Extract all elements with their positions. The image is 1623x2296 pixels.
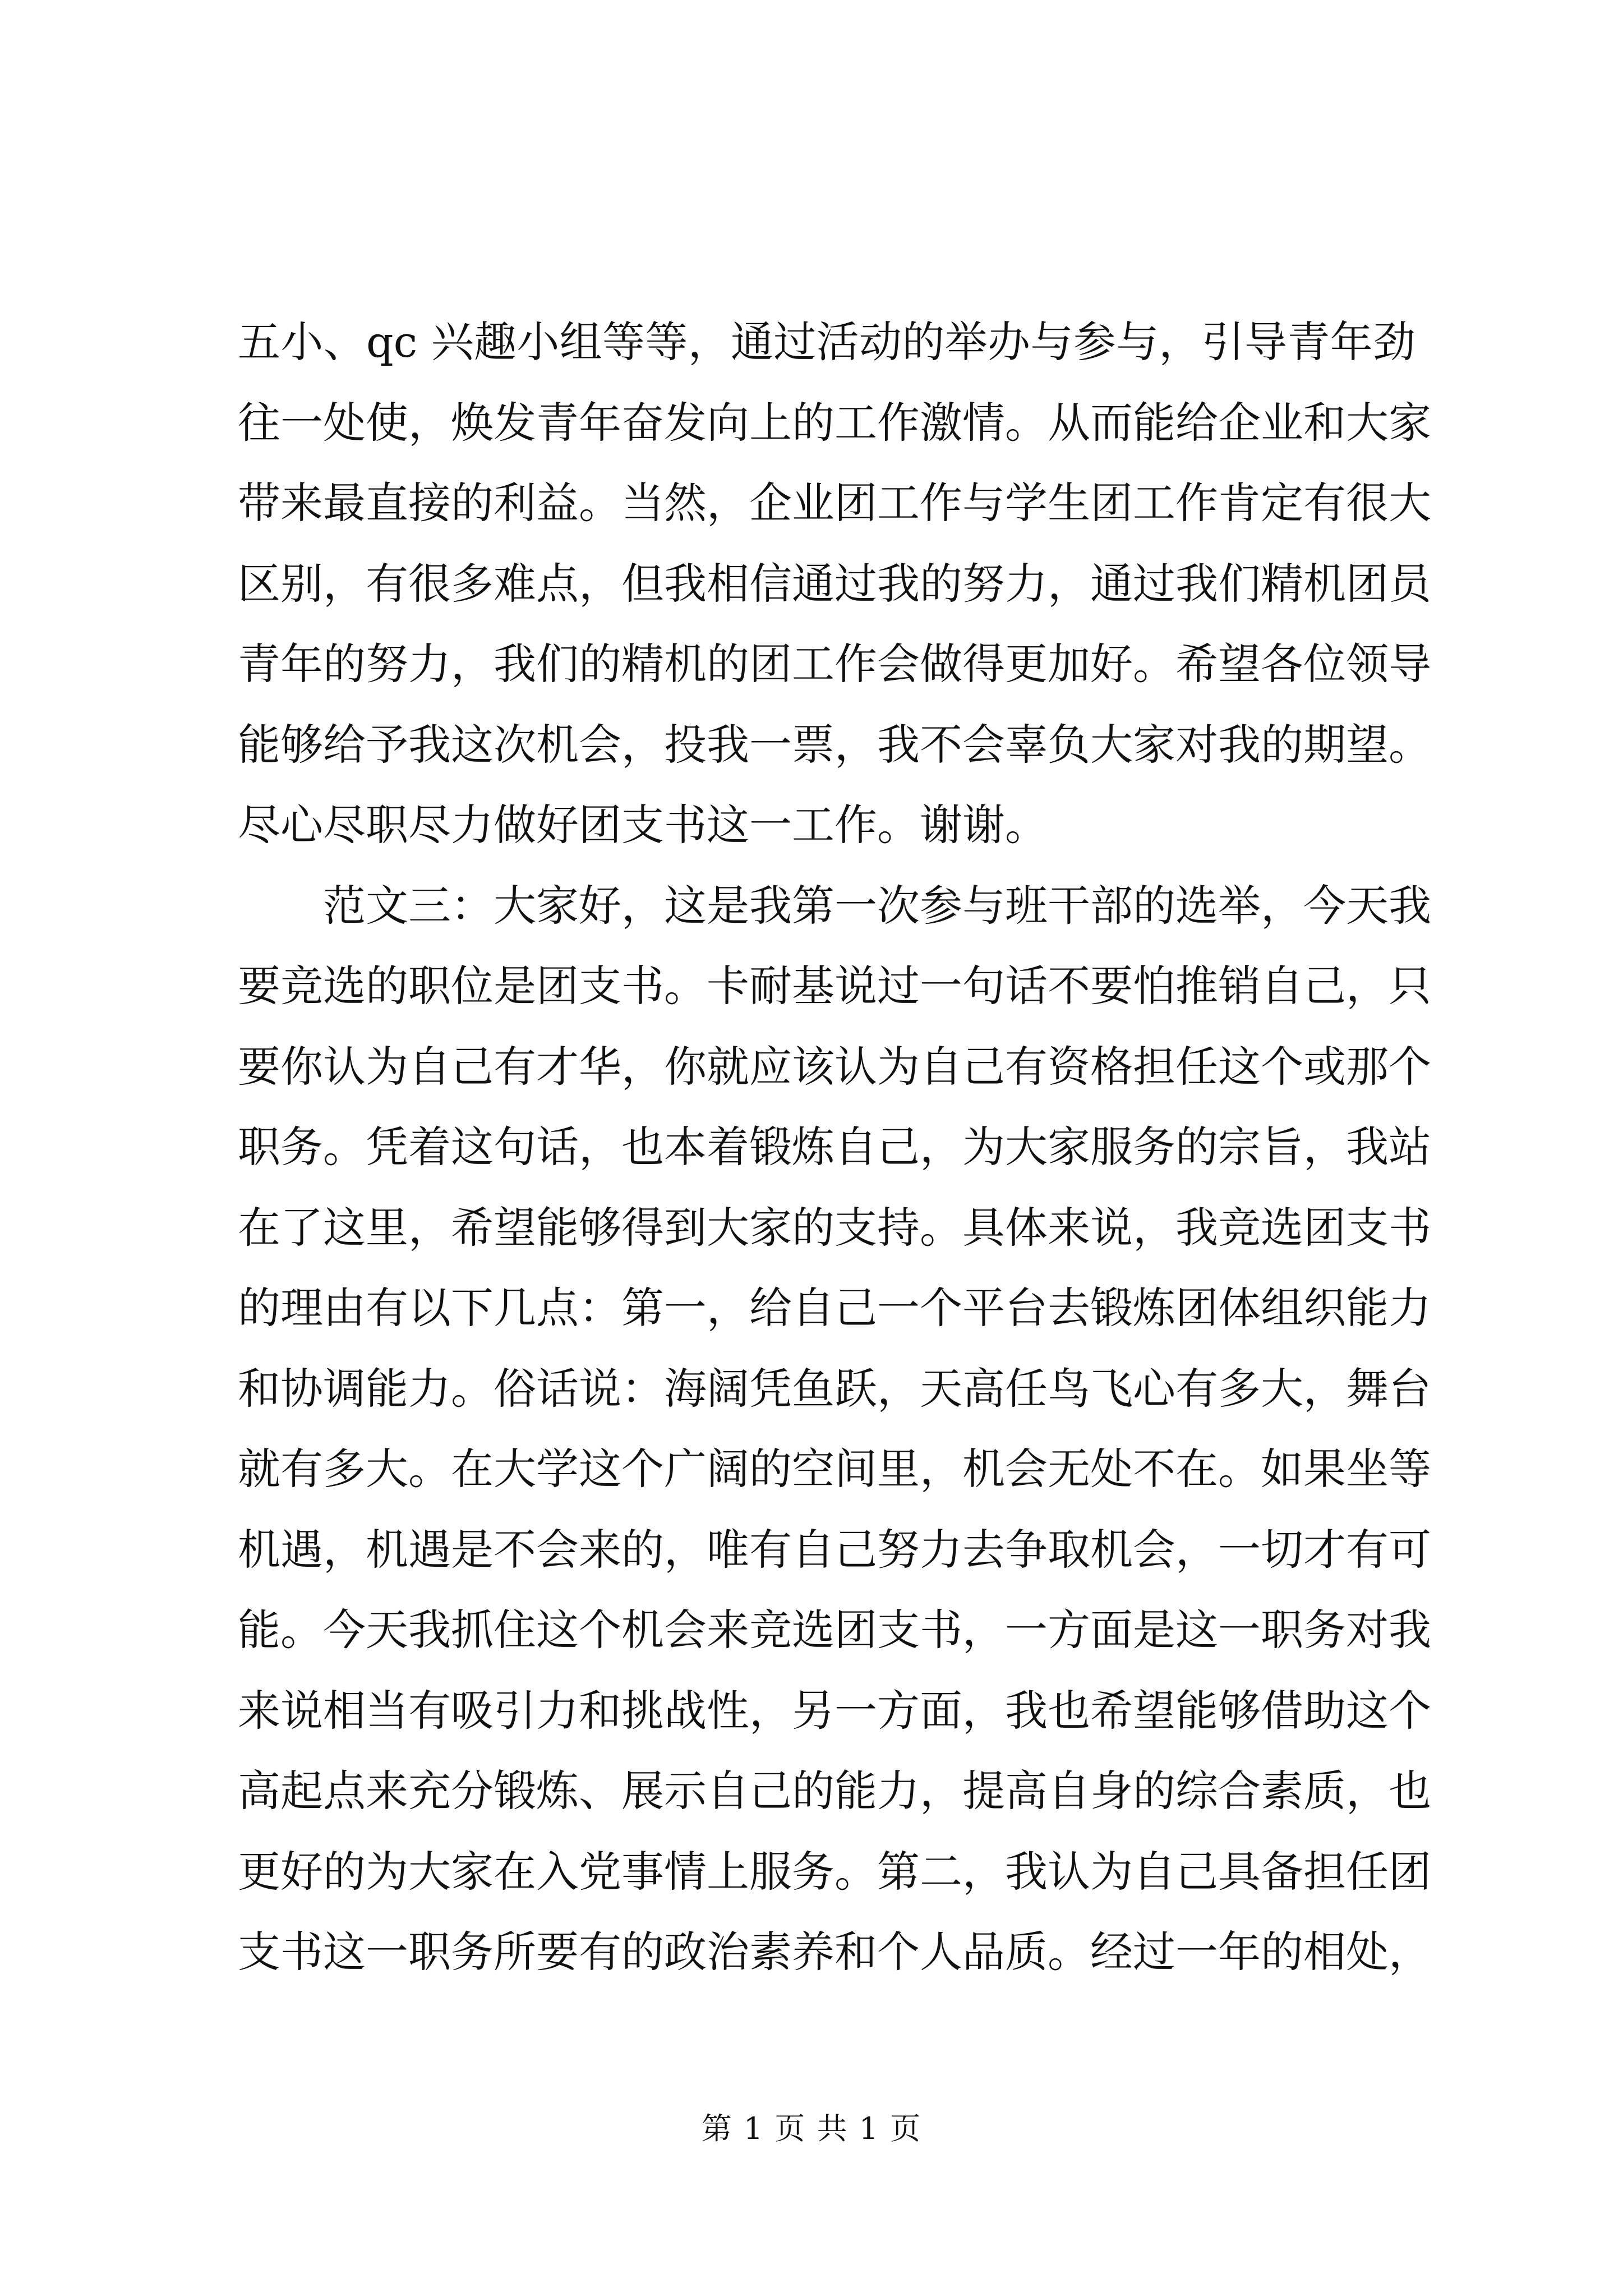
- text-line: 能。今天我抓住这个机会来竞选团支书，一方面是这一职务对我: [238, 1605, 1431, 1655]
- page-number-footer: 第 1 页 共 1 页: [701, 2111, 922, 2146]
- text-line: 和协调能力。俗话说：海阔凭鱼跃，天高任鸟飞心有多大，舞台: [238, 1363, 1431, 1414]
- text-line: 的理由有以下几点：第一，给自己一个平台去锻炼团体组织能力: [238, 1283, 1431, 1333]
- text-line: 来说相当有吸引力和挑战性，另一方面，我也希望能够借助这个: [238, 1685, 1431, 1736]
- text-line: 要竞选的职位是团支书。卡耐基说过一句话不要怕推销自己，只: [238, 961, 1431, 1011]
- document-body: [238, 302, 1431, 1993]
- text-line: 在了这里，希望能够得到大家的支持。具体来说，我竞选团支书: [238, 1202, 1431, 1253]
- text-line: 区别，有很多难点，但我相信通过我的努力，通过我们精机团员: [238, 558, 1431, 609]
- text-line: 青年的努力，我们的精机的团工作会做得更加好。希望各位领导: [238, 639, 1431, 689]
- text-line: 要你认为自己有才华，你就应该认为自己有资格担任这个或那个: [238, 1041, 1431, 1092]
- text-line: 往一处使，焕发青年奋发向上的工作激情。从而能给企业和大家: [238, 397, 1431, 448]
- text-line: 五小、qc 兴趣小组等等，通过活动的举办与参与，引导青年劲: [238, 317, 1415, 367]
- text-line-paragraph-start: 范文三：大家好，这是我第一次参与班干部的选举，今天我: [323, 880, 1431, 931]
- text-line: 职务。凭着这句话，也本着锻炼自己，为大家服务的宗旨，我站: [238, 1122, 1431, 1172]
- text-line: 就有多大。在大学这个广阔的空间里，机会无处不在。如果坐等: [238, 1444, 1431, 1494]
- text-line-paragraph-end: 尽心尽职尽力做好团支书这一工作。谢谢。: [238, 800, 1048, 850]
- text-line: 机遇，机遇是不会来的，唯有自己努力去争取机会，一切才有可: [238, 1524, 1431, 1575]
- text-line: 支书这一职务所要有的政治素养和个人品质。经过一年的相处，: [238, 1927, 1431, 1977]
- text-line: 带来最直接的利益。当然，企业团工作与学生团工作肯定有很大: [238, 478, 1431, 528]
- text-line: 高起点来充分锻炼、展示自己的能力，提高自身的综合素质，也: [238, 1766, 1431, 1816]
- text-line: 更好的为大家在入党事情上服务。第二，我认为自己具备担任团: [238, 1846, 1431, 1897]
- text-line: 能够给予我这次机会，投我一票，我不会辜负大家对我的期望。: [238, 719, 1431, 770]
